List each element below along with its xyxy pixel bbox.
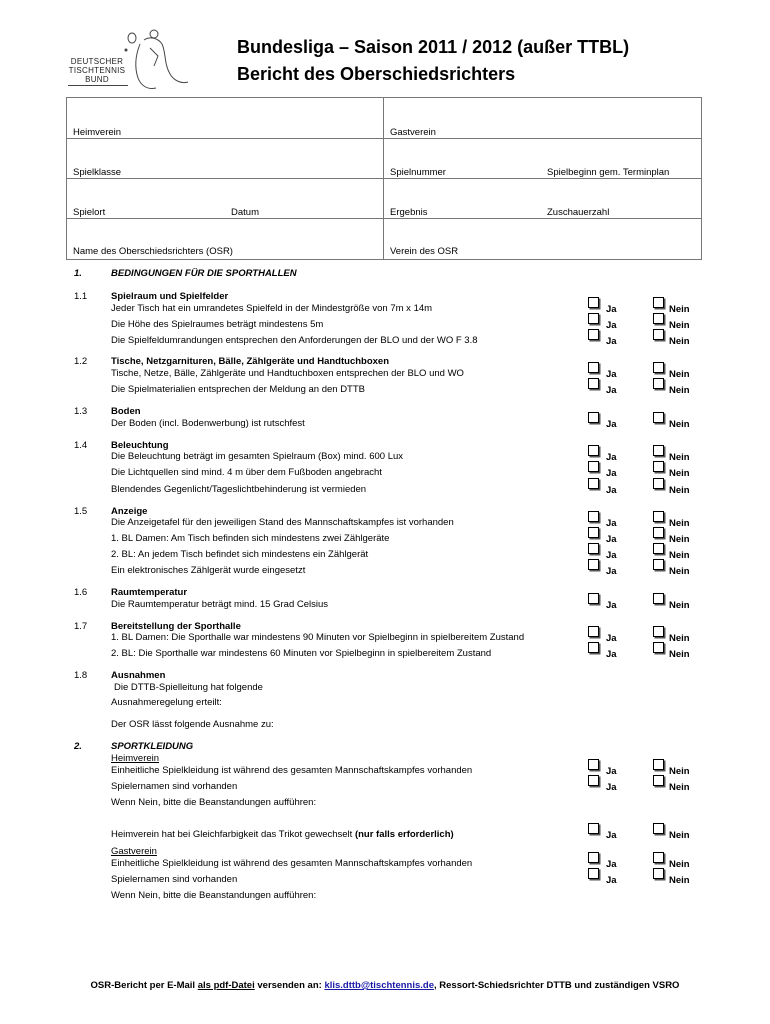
heimverein-subheading: Heimverein xyxy=(111,753,160,764)
ja-checkbox[interactable] xyxy=(588,823,599,834)
ja-checkbox[interactable] xyxy=(588,412,599,423)
nein-checkbox[interactable] xyxy=(653,823,664,834)
ja-label: Ja xyxy=(606,419,617,430)
nein-checkbox[interactable] xyxy=(653,412,664,423)
ja-checkbox[interactable] xyxy=(588,461,599,472)
nein-label: Nein xyxy=(669,534,690,545)
ja-checkbox[interactable] xyxy=(588,852,599,863)
question-text: 1. BL Damen: Die Sporthalle war mindestens 90 Minuten vor Spielbeginn in spielbereitem Zustand xyxy=(111,632,525,643)
question-text: Die Beleuchtung beträgt im gesamten Spielraum (Box) mind. 600 Lux xyxy=(111,451,404,462)
question-text: Die Anzeigetafel für den jeweiligen Stand des Mannschaftskampfes ist vorhanden xyxy=(111,517,454,528)
section-1-6-title: Raumtemperatur xyxy=(111,587,188,598)
nein-checkbox[interactable] xyxy=(653,313,664,324)
zuschauerzahl-field[interactable]: Zuschauerzahl xyxy=(547,207,610,218)
nein-label: Nein xyxy=(669,518,690,529)
section-1-2-title: Tische, Netzgarnituren, Bälle, Zählgeräte und Handtuchboxen xyxy=(111,356,390,367)
trikot-note: (nur falls erforderlich) xyxy=(354,829,454,840)
question-text: Die Lichtquellen sind mind. 4 m über dem Fußboden angebracht xyxy=(111,467,382,478)
question-text xyxy=(111,829,454,840)
section-2-number: 2. xyxy=(74,741,82,752)
nein-checkbox[interactable] xyxy=(653,511,664,522)
footer-instructions xyxy=(0,980,770,991)
nein-checkbox[interactable] xyxy=(653,297,664,308)
nein-label: Nein xyxy=(669,859,690,870)
ja-label: Ja xyxy=(606,649,617,660)
osr-verein-field[interactable]: Verein des OSR xyxy=(390,246,459,257)
datum-field[interactable]: Datum xyxy=(231,207,259,218)
section-1-4-title: Beleuchtung xyxy=(111,440,169,451)
question-text: Tische, Netze, Bälle, Zählgeräte und Handtuchboxen entsprechen der BLO und WO xyxy=(111,368,464,379)
footer-text: , Ressort-Schiedsrichter DTTB und zuständigen VSRO xyxy=(434,980,680,991)
ja-label: Ja xyxy=(606,550,617,561)
ja-checkbox[interactable] xyxy=(588,378,599,389)
ja-label: Ja xyxy=(606,336,617,347)
question-text: Die Raumtemperatur beträgt mind. 15 Grad Celsius xyxy=(111,599,329,610)
nein-checkbox[interactable] xyxy=(653,461,664,472)
question-text: Jeder Tisch hat ein umrandetes Spielfeld in der Mindestgröße von 7m x 14m xyxy=(111,303,433,314)
nein-checkbox[interactable] xyxy=(653,593,664,604)
nein-label: Nein xyxy=(669,566,690,577)
question-text: 2. BL: Die Sporthalle war mindestens 60 Minuten vor Spielbeginn in spielbereitem Zustand xyxy=(111,648,492,659)
nein-label: Nein xyxy=(669,875,690,886)
question-text: Einheitliche Spielkleidung ist während des gesamten Mannschaftskampfes vorhanden xyxy=(111,858,473,869)
section-1-1-title: Spielraum und Spielfelder xyxy=(111,291,229,302)
section-1-2-number: 1.2 xyxy=(74,356,88,367)
question-text: Der Boden (incl. Bodenwerbung) ist rutschfest xyxy=(111,418,305,429)
complaint-text: Wenn Nein, bitte die Beanstandungen aufführen: xyxy=(111,890,317,901)
nein-label: Nein xyxy=(669,369,690,380)
nein-label: Nein xyxy=(669,550,690,561)
ja-checkbox[interactable] xyxy=(588,559,599,570)
ja-checkbox[interactable] xyxy=(588,626,599,637)
nein-checkbox[interactable] xyxy=(653,362,664,373)
title-line-2: Bericht des Oberschiedsrichters xyxy=(237,64,516,84)
ja-checkbox[interactable] xyxy=(588,593,599,604)
question-text: 2. BL: An jedem Tisch befindet sich mindestens ein Zählgerät xyxy=(111,549,369,560)
ja-label: Ja xyxy=(606,468,617,479)
nein-checkbox[interactable] xyxy=(653,852,664,863)
nein-checkbox[interactable] xyxy=(653,626,664,637)
nein-checkbox[interactable] xyxy=(653,478,664,489)
ja-checkbox[interactable] xyxy=(588,775,599,786)
nein-checkbox[interactable] xyxy=(653,527,664,538)
title-line-1: Bundesliga – Saison 2011 / 2012 (außer TTBL) xyxy=(237,37,630,57)
section-1-1-number: 1.1 xyxy=(74,291,88,302)
ja-label: Ja xyxy=(606,875,617,886)
nein-label: Nein xyxy=(669,320,690,331)
section-1-8-title: Ausnahmen xyxy=(111,670,166,681)
nein-label: Nein xyxy=(669,830,690,841)
question-text: Spielernamen sind vorhanden xyxy=(111,874,238,885)
nein-label: Nein xyxy=(669,452,690,463)
footer-email-link[interactable]: klis.dttb@tischtennis.de xyxy=(324,980,434,991)
spielnummer-field[interactable]: Spielnummer xyxy=(390,167,446,178)
ja-label: Ja xyxy=(606,518,617,529)
question-text: Die Höhe des Spielraumes beträgt mindestens 5m xyxy=(111,319,324,330)
section-1-title: BEDINGUNGEN FÜR DIE SPORTHALLEN xyxy=(111,268,297,279)
gastverein-subheading: Gastverein xyxy=(111,846,157,857)
nein-label: Nein xyxy=(669,633,690,644)
gastverein-field[interactable]: Gastverein xyxy=(390,127,436,138)
complaint-text: Wenn Nein, bitte die Beanstandungen aufführen: xyxy=(111,797,317,808)
ja-checkbox[interactable] xyxy=(588,362,599,373)
ja-label: Ja xyxy=(606,369,617,380)
nein-checkbox[interactable] xyxy=(653,759,664,770)
ja-label: Ja xyxy=(606,633,617,644)
ja-label: Ja xyxy=(606,830,617,841)
ja-checkbox[interactable] xyxy=(588,642,599,653)
section-1-6-number: 1.6 xyxy=(74,587,88,598)
ja-checkbox[interactable] xyxy=(588,478,599,489)
ja-checkbox[interactable] xyxy=(588,297,599,308)
heimverein-field[interactable]: Heimverein xyxy=(73,127,122,138)
nein-checkbox[interactable] xyxy=(653,868,664,879)
nein-checkbox[interactable] xyxy=(653,775,664,786)
question-text: 1. BL Damen: Am Tisch befinden sich mindestens zwei Zählgeräte xyxy=(111,533,390,544)
ja-label: Ja xyxy=(606,766,617,777)
section-1-number: 1. xyxy=(74,268,82,279)
osr-name-field[interactable]: Name des Oberschiedsrichters (OSR) xyxy=(73,246,233,257)
ja-label: Ja xyxy=(606,534,617,545)
ja-checkbox[interactable] xyxy=(588,759,599,770)
nein-checkbox[interactable] xyxy=(653,378,664,389)
logo-text-1: DEUTSCHER xyxy=(70,57,124,66)
nein-label: Nein xyxy=(669,336,690,347)
ja-checkbox[interactable] xyxy=(588,868,599,879)
exception-text: Der OSR lässt folgende Ausnahme zu: xyxy=(111,719,274,730)
nein-checkbox[interactable] xyxy=(653,642,664,653)
ja-checkbox[interactable] xyxy=(588,329,599,340)
exception-text: Ausnahmeregelung erteilt: xyxy=(111,697,222,708)
nein-checkbox[interactable] xyxy=(653,559,664,570)
question-text: Ein elektronisches Zählgerät wurde eingesetzt xyxy=(111,565,306,576)
footer-text: versenden an: xyxy=(254,980,325,991)
nein-label: Nein xyxy=(669,766,690,777)
footer-pdf-text: als pdf-Datei xyxy=(197,980,255,991)
logo-text-3: BUND xyxy=(85,75,109,84)
nein-label: Nein xyxy=(669,419,690,430)
ja-checkbox[interactable] xyxy=(588,313,599,324)
ja-label: Ja xyxy=(606,782,617,793)
nein-checkbox[interactable] xyxy=(653,543,664,554)
ja-label: Ja xyxy=(606,566,617,577)
section-2-title: SPORTKLEIDUNG xyxy=(111,741,194,752)
section-1-4-number: 1.4 xyxy=(74,440,88,451)
nein-label: Nein xyxy=(669,600,690,611)
nein-checkbox[interactable] xyxy=(653,445,664,456)
ja-label: Ja xyxy=(606,304,617,315)
question-text: Blendendes Gegenlicht/Tageslichtbehinderung ist vermieden xyxy=(111,484,367,495)
ja-checkbox[interactable] xyxy=(588,445,599,456)
logo-underline xyxy=(68,85,128,86)
question-text: Die Spielmaterialien entsprechen der Meldung an den DTTB xyxy=(111,384,365,395)
ja-label: Ja xyxy=(606,485,617,496)
nein-label: Nein xyxy=(669,304,690,315)
nein-label: Nein xyxy=(669,649,690,660)
ergebnis-field[interactable]: Ergebnis xyxy=(390,207,428,218)
section-1-7-number: 1.7 xyxy=(74,621,88,632)
ja-checkbox[interactable] xyxy=(588,511,599,522)
ja-checkbox[interactable] xyxy=(588,527,599,538)
logo-text-2: TISCHTENNIS xyxy=(68,66,126,75)
spielklasse-field[interactable]: Spielklasse xyxy=(73,167,122,178)
spielort-field[interactable]: Spielort xyxy=(73,207,106,218)
exception-text: Die DTTB-Spielleitung hat folgende xyxy=(114,682,263,693)
ja-label: Ja xyxy=(606,385,617,396)
ja-checkbox[interactable] xyxy=(588,543,599,554)
question-text: Die Spielfeldumrandungen entsprechen den Anforderungen der BLO und der WO F 3.8 xyxy=(111,335,478,346)
ja-label: Ja xyxy=(606,320,617,331)
ja-label: Ja xyxy=(606,600,617,611)
question-text: Einheitliche Spielkleidung ist während des gesamten Mannschaftskampfes vorhanden xyxy=(111,765,473,776)
section-1-5-title: Anzeige xyxy=(111,506,148,517)
header-form-table xyxy=(66,97,702,260)
footer-text: OSR-Bericht per E-Mail xyxy=(90,980,198,991)
section-1-3-number: 1.3 xyxy=(74,406,88,417)
nein-checkbox[interactable] xyxy=(653,329,664,340)
section-1-8-number: 1.8 xyxy=(74,670,88,681)
ja-label: Ja xyxy=(606,859,617,870)
section-1-3-title: Boden xyxy=(111,406,141,417)
question-text: Spielernamen sind vorhanden xyxy=(111,781,238,792)
trikot-text: Heimverein hat bei Gleichfarbigkeit das Trikot gewechselt xyxy=(111,829,353,840)
ja-label: Ja xyxy=(606,452,617,463)
nein-label: Nein xyxy=(669,782,690,793)
nein-label: Nein xyxy=(669,468,690,479)
section-1-5-number: 1.5 xyxy=(74,506,88,517)
spielbeginn-field[interactable]: Spielbeginn gem. Terminplan xyxy=(547,167,670,178)
nein-label: Nein xyxy=(669,385,690,396)
section-1-7-title: Bereitstellung der Sporthalle xyxy=(111,621,241,632)
nein-label: Nein xyxy=(669,485,690,496)
